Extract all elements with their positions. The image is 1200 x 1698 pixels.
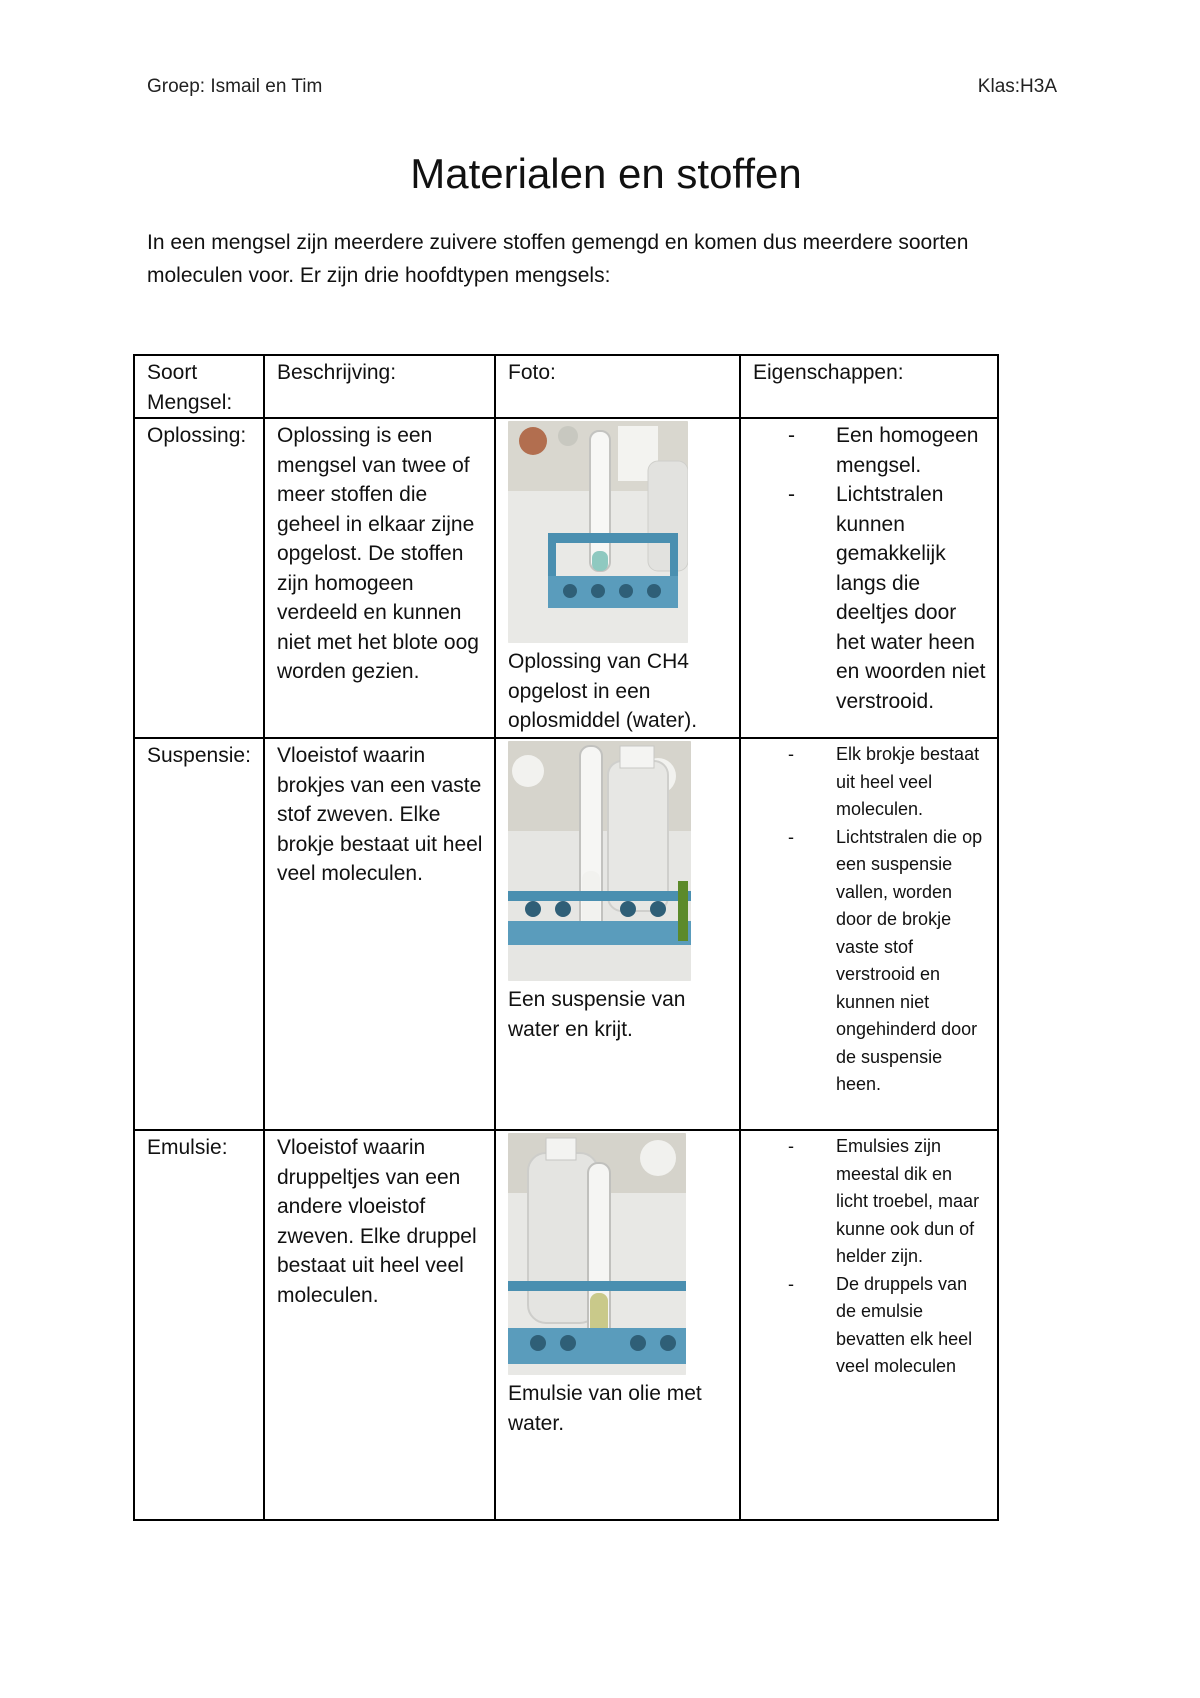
mixtures-table: [133, 354, 999, 1521]
list-item: [788, 421, 989, 480]
dash-bullet-icon: -: [788, 1136, 794, 1156]
dash-bullet-icon: -: [788, 424, 795, 447]
row-photo-cell: [495, 418, 740, 738]
row-description: Oplossing is een mengsel van twee of meer stoffen die geheel in elkaar zijne opgelost. De stoffen zijn homogeen verdeeld en kunnen niet met het blote oog worden gezien.: [264, 418, 495, 738]
emulsion-photo: [508, 1133, 686, 1375]
list-item: [788, 824, 989, 1099]
dash-bullet-icon: -: [788, 483, 795, 506]
row-photo-cell: [495, 1130, 740, 1520]
property-text: Elk brokje bestaat uit heel veel moleculen.: [836, 744, 980, 819]
photo-caption: Oplossing van CH4 opgelost in een oplosmiddel (water).: [508, 650, 698, 732]
table-row: [134, 738, 998, 1130]
list-item: [788, 741, 989, 824]
solution-photo: [508, 421, 688, 643]
photo-caption: Emulsie van olie met water.: [508, 1382, 702, 1435]
class-label: Klas:H3A: [977, 76, 1057, 97]
suspension-photo: [508, 741, 691, 981]
row-type: Oplossing:: [134, 418, 264, 738]
table-row: [134, 1130, 998, 1520]
row-description: Vloeistof waarin druppeltjes van een andere vloeistof zweven. Elke druppel bestaat uit heel veel moleculen.: [264, 1130, 495, 1520]
property-text: Lichtstralen kunnen gemakkelijk langs die deeltjes door het water heen en woorden niet verstrooid.: [836, 483, 986, 713]
row-description: Vloeistof waarin brokjes van een vaste stof zweven. Elke brokje bestaat uit heel veel moleculen.: [264, 738, 495, 1130]
header-photo: Foto:: [495, 355, 740, 418]
page-title: Materialen en stoffen: [410, 150, 802, 197]
list-item: [788, 1133, 989, 1271]
list-item: [788, 1271, 989, 1381]
table-row: [134, 418, 998, 738]
dash-bullet-icon: -: [788, 826, 794, 847]
group-label: Groep: Ismail en Tim: [147, 76, 323, 97]
list-item: [788, 480, 989, 716]
dash-bullet-icon: -: [788, 744, 794, 764]
row-properties: [740, 1130, 998, 1520]
dash-bullet-icon: -: [788, 1273, 794, 1294]
property-text: Lichtstralen die op een suspensie vallen, worden door de brokje vaste stof verstrooid en kunnen niet ongehinderd door de suspensie heen.: [836, 826, 983, 1094]
header-properties: Eigenschappen:: [740, 355, 998, 418]
property-text: Een homogeen mengsel.: [836, 424, 979, 477]
header-type: Soort Mengsel:: [134, 355, 264, 418]
photo-caption: Een suspensie van water en krijt.: [508, 988, 686, 1041]
row-type: Emulsie:: [134, 1130, 264, 1520]
header-description: Beschrijving:: [264, 355, 495, 418]
row-properties: [740, 738, 998, 1130]
properties-list: [753, 741, 989, 1099]
row-properties: [740, 418, 998, 738]
properties-list: [753, 1133, 989, 1381]
property-text: De druppels van de emulsie bevatten elk heel veel moleculen: [836, 1273, 973, 1376]
row-type: Suspensie:: [134, 738, 264, 1130]
table-header-row: [134, 355, 998, 418]
property-text: Emulsies zijn meestal dik en licht troebel, maar kunne ook dun of helder zijn.: [836, 1136, 980, 1266]
intro-paragraph: In een mengsel zijn meerdere zuivere stoffen gemengd en komen dus meerdere soorten moleculen voor. Er zijn drie hoofdtypen mengsels:: [147, 231, 969, 287]
row-photo-cell: [495, 738, 740, 1130]
properties-list: [753, 421, 989, 716]
